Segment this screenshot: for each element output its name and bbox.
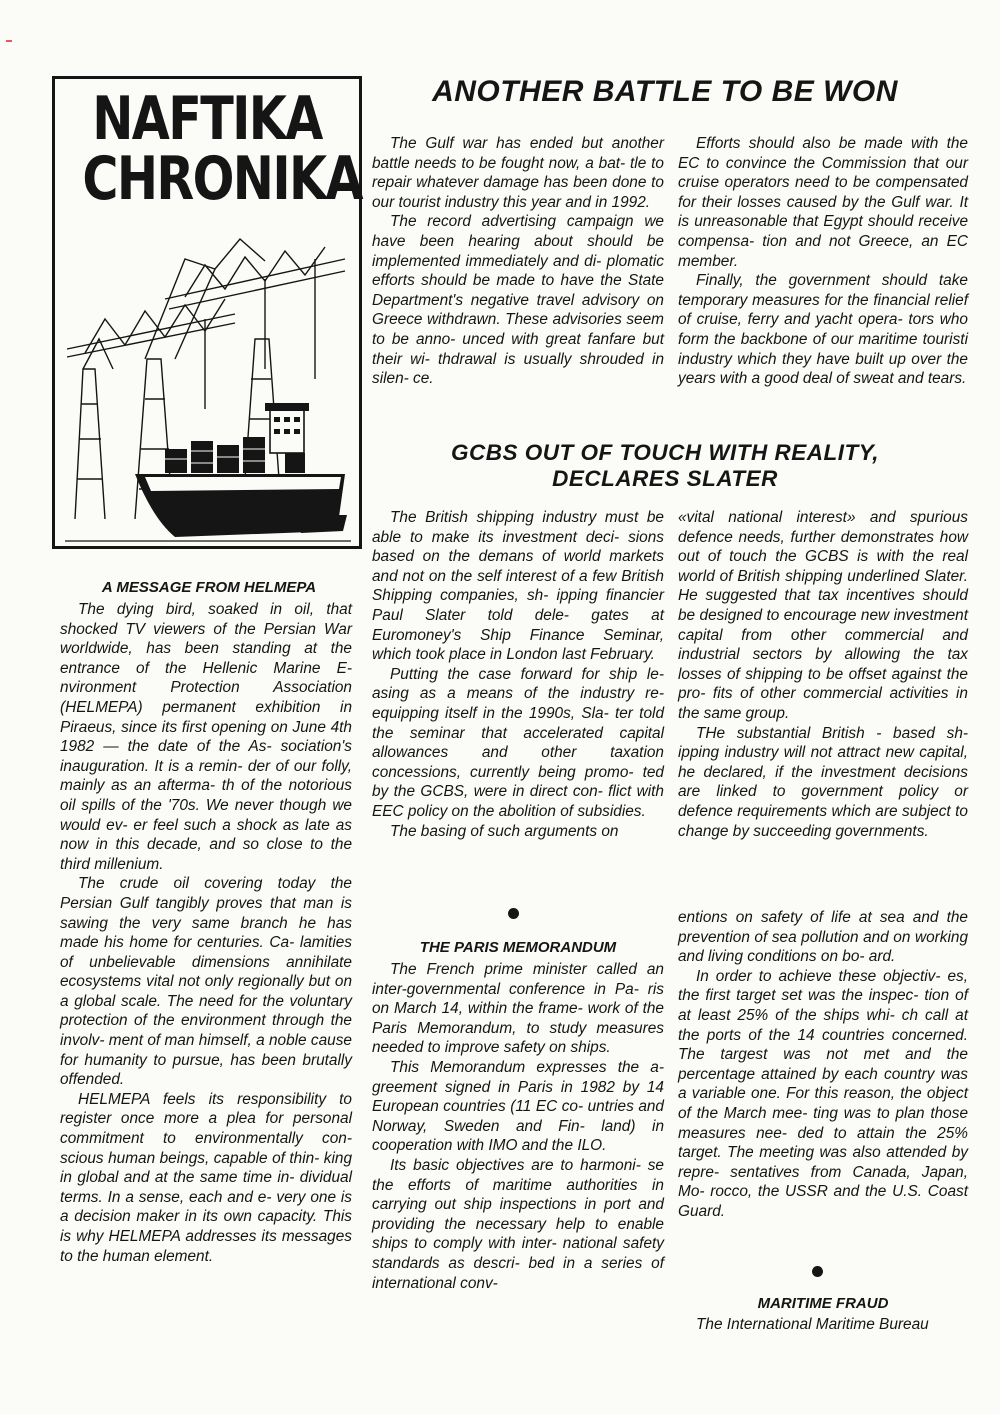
paris-heading: THE PARIS MEMORANDUM (419, 939, 617, 956)
helmepa-para-1: The dying bird, soaked in oil, that shocked TV viewers of the Persian War worldwide, has been standing at the entrance of the Hellenic Marine E- nvironment Protection Association (HELMEPA) permanent exhibition in Piraeus, since its first opening on June 4th 1982 — the date of the As- sociation's inauguration. It is a remin- der of our folly, mainly as an afterma- th of the notorious oil spills of the '70s. We never though we would ev- er feel such a shock as late as now in this decade, and so close to the third millenium. (60, 601, 352, 873)
gcbs-col1-para-3: The basing of such arguments on (390, 822, 619, 840)
gcbs-col2-para-2: THe substantial British - based sh- ipping industry will not attract new capital, he declared, if the investment decisions are linked to government policy or defence requirements which are subject to change by succeeding governments. (678, 724, 968, 840)
crop-mark (6, 40, 12, 42)
paris-col2-para-2: In order to achieve these objectiv- es, the first target set was the inspec- tion of at least 25% of the ships whi- ch call at the ports of the 14 countries concerned. The targest was not met and the percentage attained by each country was a variable one. For this reason, the object of the March mee- ting was to plan those measures nee- ded to attain the 25% target. The meeting was also attended by repre- sentatives from Canada, Japan, Mo- rocco, the USSR and the U.S. Coast Guard. (678, 967, 968, 1220)
helmepa-column (60, 600, 352, 1266)
battle-column-2 (678, 134, 968, 389)
section-bullet (812, 1266, 823, 1277)
paris-col1-para-2: This Memorandum expresses the a- greement signed in Paris in 1982 by 14 European countries (11 EC co- untries and Norway, Sweden and Fin- land) in cooperation with IMO and the ILO. (372, 1058, 664, 1155)
helmepa-heading: A MESSAGE FROM HELMEPA (101, 579, 317, 596)
helmepa-para-2: The crude oil covering today the Persian Gulf tangibly proves that man is sawing the very same branch he has made his home for centuries. Ca- lamities of unbelievable dimensions annihilate ecosystems vital not only regionally but on a global scale. The need for the voluntary protection of the environment through the involv- ment of man himself, a noble cause for humanity to pursue, has been brutally offended. (60, 875, 352, 1089)
gcbs-col2-para-1: «vital national interest» and spurious defence needs, further demonstrates how out of touch the GCBS is with the real world of British shipping underlined Slater. He suggested that tax incentives should be designed to encourage new investment capital from other commercial and industrial sectors by allowing the tax losses of shipping to be offset against the pro- fits of other commercial activities in the same group. (678, 509, 968, 722)
gcbs-column-1 (372, 508, 664, 841)
masthead-box (52, 76, 362, 549)
gcbs-headline (370, 440, 960, 492)
gcbs-column-2 (678, 508, 968, 841)
masthead-title-line2: CHRONIKA (82, 144, 362, 214)
gcbs-headline-line2: DECLARES SLATER (552, 466, 778, 491)
paris-col1-para-3: Its basic objectives are to harmoni- se the efforts of maritime authorities in carrying out ship inspections in port and providing the necessary help to enable ships to comply with inter- national safety standards as descri- bed in a series of international conv- (372, 1156, 664, 1292)
gcbs-col1-para-1: The British shipping industry must be able to make its investment deci- sions based on the demans of world markets and not on the self interest of a few British Shipping companies, sh- ipping financier Paul Slater told dele- gates at Euromoney's Ship Finance Seminar, which took place in London last February. (372, 509, 664, 664)
fraud-heading: MARITIME FRAUD (757, 1295, 889, 1312)
container-ship-illustration (65, 219, 351, 549)
section-bullet (508, 908, 519, 919)
battle-col1-para-2: The record advertising campaign we have been hearing about should be implemented immediately and di- plomatic efforts should be made to have the State Department's negative travel advisory on Greece withdrawn. These advisories seem to be anno- unced with great fanfare but their wi- thdrawal is usually shrouded in silen- ce. (372, 213, 664, 388)
gcbs-col1-para-2: Putting the case forward for ship le- asing as a means of the industry re-equipping itself in the 1990s, Sla- ter told the seminar that accelerated capital allowances and other taxation concessions, currently being promo- ted by the GCBS, were in direct con- flict with EEC policy on the abolition of subsidies. (372, 665, 664, 820)
masthead-title (82, 84, 362, 214)
paris-column-1 (372, 960, 664, 1293)
helmepa-para-3: HELMEPA feels its responsibility to register once more a plea for personal commitment to environmentally con- scious human beings, capable of thin- king in global and at the same time in- dividual terms. In a sense, each and e- very one is a decision maker in its own capacity. This is why HELMEPA addresses its messages to the human element. (60, 1090, 352, 1265)
fraud-column (678, 1315, 968, 1335)
paris-col1-para-1: The French prime minister called an inter-governmental conference in Pa- ris on March 14, within the frame- work of the Paris Memorandum, to study measures needed to improve safety on ships. (372, 961, 664, 1057)
paris-column-2 (678, 908, 968, 1222)
battle-headline: ANOTHER BATTLE TO BE WON (432, 75, 898, 108)
battle-col1-para-1: The Gulf war has ended but another battle needs to be fought now, a bat- tle to repair whatever damage has been done to our tourist industry this year and in 1992. (372, 135, 664, 211)
battle-column-1 (372, 134, 664, 389)
fraud-first-line: The International Maritime Bureau (696, 1316, 929, 1333)
paris-col2-para-1: entions on safety of life at sea and the prevention of sea pollution and on working and living conditions on bo- ard. (678, 909, 968, 966)
masthead-title-line1: NAFTIKA (92, 84, 322, 154)
battle-col2-para-2: Finally, the government should take temporary measures for the financial relief of cruise, ferry and yacht opera- tors who form the backbone of our maritime touristi industry which they have built up over the years with a good deal of sweat and tears. (678, 272, 968, 388)
gcbs-headline-line1: GCBS OUT OF TOUCH WITH REALITY, (450, 440, 879, 465)
battle-col2-para-1: Efforts should also be made with the EC to convince the Commission that our cruise operators need to be compensated for their losses caused by the Gulf war. It is unreasonable that Egypt should receive compensa- tion and not Greece, an EC member. (678, 135, 968, 270)
